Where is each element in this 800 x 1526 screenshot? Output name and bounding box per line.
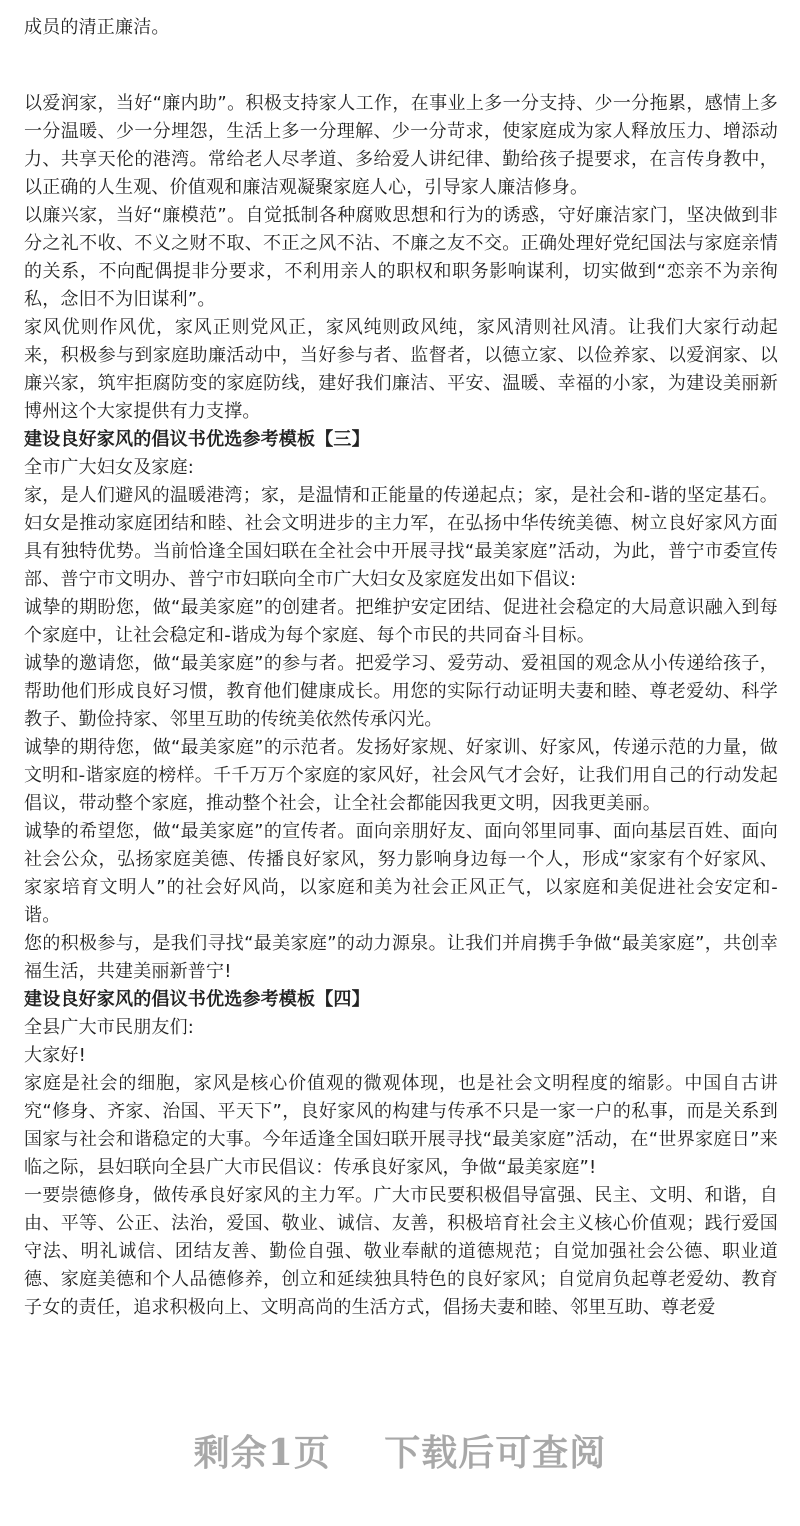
- spacer: [24, 42, 778, 90]
- document-body: [24, 14, 778, 1322]
- section-title-4: 建设良好家风的倡议书优选参考模板【四】: [24, 989, 370, 1010]
- paragraph: 家风优则作风优，家风正则党风正，家风纯则政风纯，家风清则社风清。让我们大家行动起来，积极参与到家庭助廉活动中，当好参与者、监督者，以德立家、以俭养家、以爱润家、以廉兴家，筑牢拒腐防变的家庭防线，建好我们廉洁、平安、温暖、幸福的小家，为建设美丽新博州这个大家提供有力支撑。: [24, 317, 778, 422]
- paragraph: 诚挚的期盼您，做“最美家庭”的创建者。把维护安定团结、促进社会稳定的大局意识融入到每个家庭中，让社会稳定和-谐成为每个家庭、每个市民的共同奋斗目标。: [24, 597, 778, 646]
- download-prompt[interactable]: [0, 1425, 800, 1476]
- paragraph: 诚挚的期待您，做“最美家庭”的示范者。发扬好家规、好家训、好家风，传递示范的力量，做文明和-谐家庭的榜样。千千万万个家庭的家风好，社会风气才会好，让我们用自己的行动发起倡议，带动整个家庭，推动整个社会，让全社会都能因我更文明，因我更美丽。: [24, 737, 778, 814]
- paragraph: 全市广大妇女及家庭:: [24, 457, 195, 478]
- remaining-pages-label: 剩余1页: [193, 1432, 331, 1474]
- paragraph: 家，是人们避风的温暖港湾；家，是温情和正能量的传递起点；家，是社会和-谐的坚定基石。妇女是推动家庭团结和睦、社会文明进步的主力军，在弘扬中华传统美德、树立良好家风方面具有独特优势。当前恰逢全国妇联在全社会中开展寻找“最美家庭”活动，为此，普宁市委宣传部、普宁市文明办、普宁市妇联向全市广大妇女及家庭发出如下倡议:: [24, 485, 778, 590]
- download-to-view-label[interactable]: 下载后可查阅: [384, 1432, 607, 1474]
- paragraph: 您的积极参与，是我们寻找“最美家庭”的动力源泉。让我们并肩携手争做“最美家庭”，共创幸福生活，共建美丽新普宁!: [24, 933, 778, 982]
- paragraph: 以廉兴家，当好“廉模范”。自觉抵制各种腐败思想和行为的诱惑，守好廉洁家门，坚决做到非分之礼不收、不义之财不取、不正之风不沾、不廉之友不交。正确处理好党纪国法与家庭亲情的关系，不向配偶提非分要求，不利用亲人的职权和职务影响谋利，切实做到“恋亲不为亲徇私，念旧不为旧谋利”。: [24, 205, 778, 310]
- section-title-3: 建设良好家风的倡议书优选参考模板【三】: [24, 429, 370, 450]
- paragraph: 一要崇德修身，做传承良好家风的主力军。广大市民要积极倡导富强、民主、文明、和谐，自由、平等、公正、法治，爱国、敬业、诚信、友善，积极培育社会主义核心价值观；践行爱国守法、明礼诚信、团结友善、勤俭自强、敬业奉献的道德规范；自觉加强社会公德、职业道德、家庭美德和个人品德修养，创立和延续独具特色的良好家风；自觉肩负起尊老爱幼、教育子女的责任，追求积极向上、文明高尚的生活方式，倡扬夫妻和睦、邻里互助、尊老爱: [24, 1185, 778, 1318]
- paragraph: 以爱润家，当好“廉内助”。积极支持家人工作，在事业上多一分支持、少一分拖累，感情上多一分温暖、少一分埋怨，生活上多一分理解、少一分苛求，使家庭成为家人释放压力、增添动力、共享天伦的港湾。常给老人尽孝道、多给爱人讲纪律、勤给孩子提要求，在言传身教中，以正确的人生观、价值观和廉洁观凝聚家庭人心，引导家人廉洁修身。: [24, 93, 778, 198]
- paragraph: 全县广大市民朋友们:: [24, 1017, 195, 1038]
- intro-tail: 成员的清正廉洁。: [24, 17, 170, 38]
- paragraph: 诚挚的邀请您，做“最美家庭”的参与者。把爱学习、爱劳动、爱祖国的观念从小传递给孩子，帮助他们形成良好习惯，教育他们健康成长。用您的实际行动证明夫妻和睦、尊老爱幼、科学教子、勤俭持家、邻里互助的传统美依然传承闪光。: [24, 653, 778, 730]
- paragraph: 大家好!: [24, 1045, 87, 1066]
- paragraph: 家庭是社会的细胞，家风是核心价值观的微观体现，也是社会文明程度的缩影。中国自古讲究“修身、齐家、治国、平天下”，良好家风的构建与传承不只是一家一户的私事，而是关系到国家与社会和谐稳定的大事。今年适逢全国妇联开展寻找“最美家庭”活动，在“世界家庭日”来临之际，县妇联向全县广大市民倡议：传承良好家风，争做“最美家庭”!: [24, 1073, 778, 1178]
- paragraph: 诚挚的希望您，做“最美家庭”的宣传者。面向亲朋好友、面向邻里同事、面向基层百姓、面向社会公众，弘扬家庭美德、传播良好家风，努力影响身边每一个人，形成“家家有个好家风、家家培育文明人”的社会好风尚，以家庭和美为社会正风正气，以家庭和美促进社会安定和-谐。: [24, 821, 778, 926]
